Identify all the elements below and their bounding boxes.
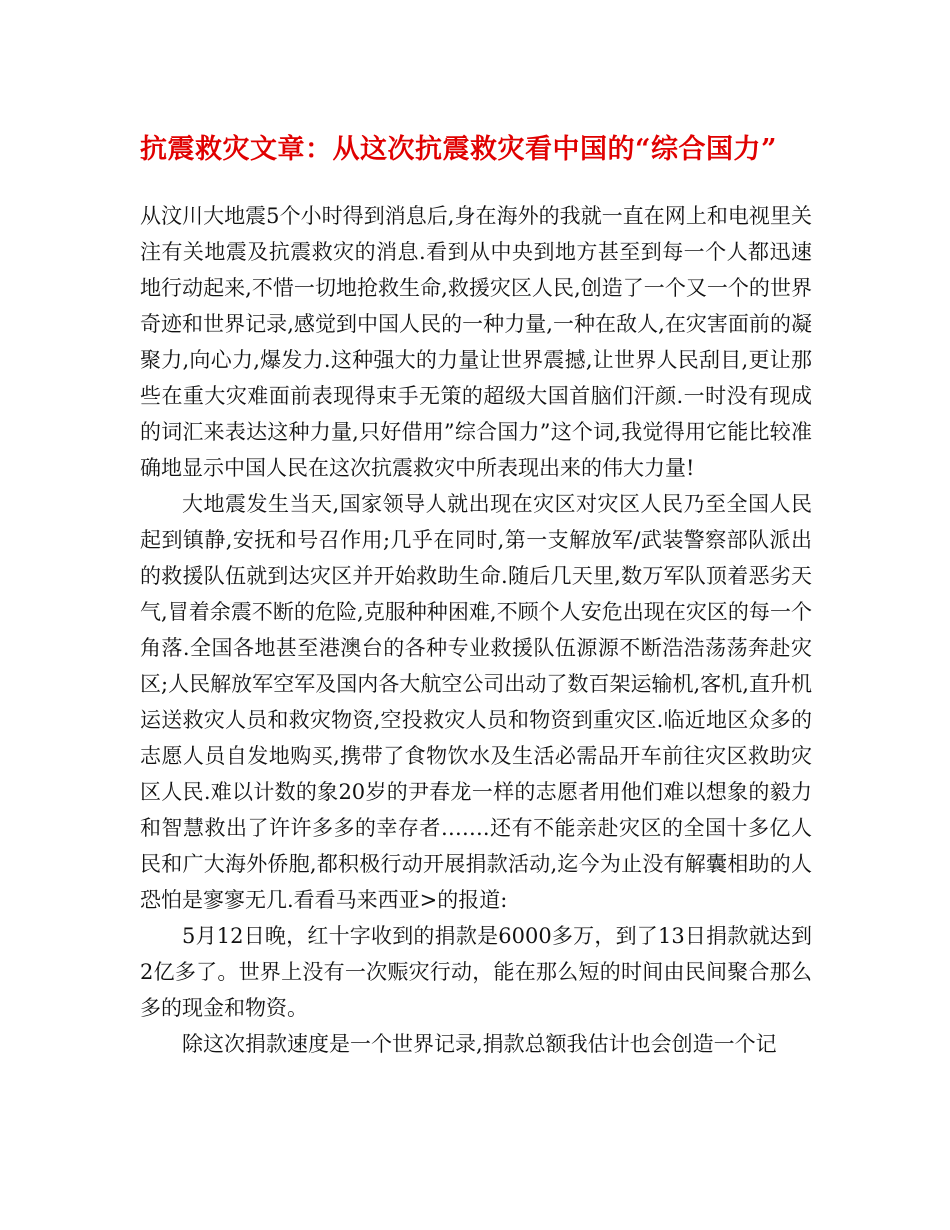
- paragraph-2: 大地震发生当天,国家领导人就出现在灾区对灾区人民乃至全国人民起到镇静,安抚和号召作用;几乎在同时,第一支解放军/武装警察部队派出的救援队伍就到达灾区并开始救助生命.随后几天里,数万军队顶着恶劣天气,冒着余震不断的危险,克服种种困难,不顾个人安危出现在灾区的每一个角落.全国各地甚至港澳台的各种专业救援队伍源源不断浩浩荡荡奔赴灾区;人民解放军空军及国内各大航空公司出动了数百架运输机,客机,直升机运送救灾人员和救灾物资,空投救灾人员和物资到重灾区.临近地区众多的志愿人员自发地购买,携带了食物饮水及生活必需品开车前往灾区救助灾区人民.难以计数的象20岁的尹春龙一样的志愿者用他们难以想象的毅力和智慧救出了许许多多的幸存者…….还有不能亲赴灾区的全国十多亿人民和广大海外侨胞,都积极行动开展捐款活动,迄今为止没有解囊相助的人恐怕是寥寥无几.看看马来西亚>的报道:: [140, 492, 812, 912]
- paragraph-3: 5月12日晚，红十字收到的捐款是6000多万，到了13日捐款就达到2亿多了。世界上没有一次赈灾行动，能在那么短的时间由民间聚合那么多的现金和物资。: [140, 924, 812, 1020]
- document-body: [140, 198, 812, 1062]
- paragraph-1: 从汶川大地震5个小时得到消息后,身在海外的我就一直在网上和电视里关注有关地震及抗震救灾的消息.看到从中央到地方甚至到每一个人都迅速地行动起来,不惜一切地抢救生命,救援灾区人民,创造了一个又一个的世界奇迹和世界记录,感觉到中国人民的一种力量,一种在敌人,在灾害面前的凝聚力,向心力,爆发力.这种强大的力量让世界震撼,让世界人民刮目,更让那些在重大灾难面前表现得束手无策的超级大国首脑们汗颜.一时没有现成的词汇来表达这种力量,只好借用”综合国力”这个词,我觉得用它能比较准确地显示中国人民在这次抗震救灾中所表现出来的伟大力量!: [140, 204, 812, 480]
- document-title: 抗震救灾文章：从这次抗震救灾看中国的“综合国力”: [140, 134, 778, 165]
- paragraph-4: 除这次捐款速度是一个世界记录,捐款总额我估计也会创造一个记: [182, 1032, 777, 1056]
